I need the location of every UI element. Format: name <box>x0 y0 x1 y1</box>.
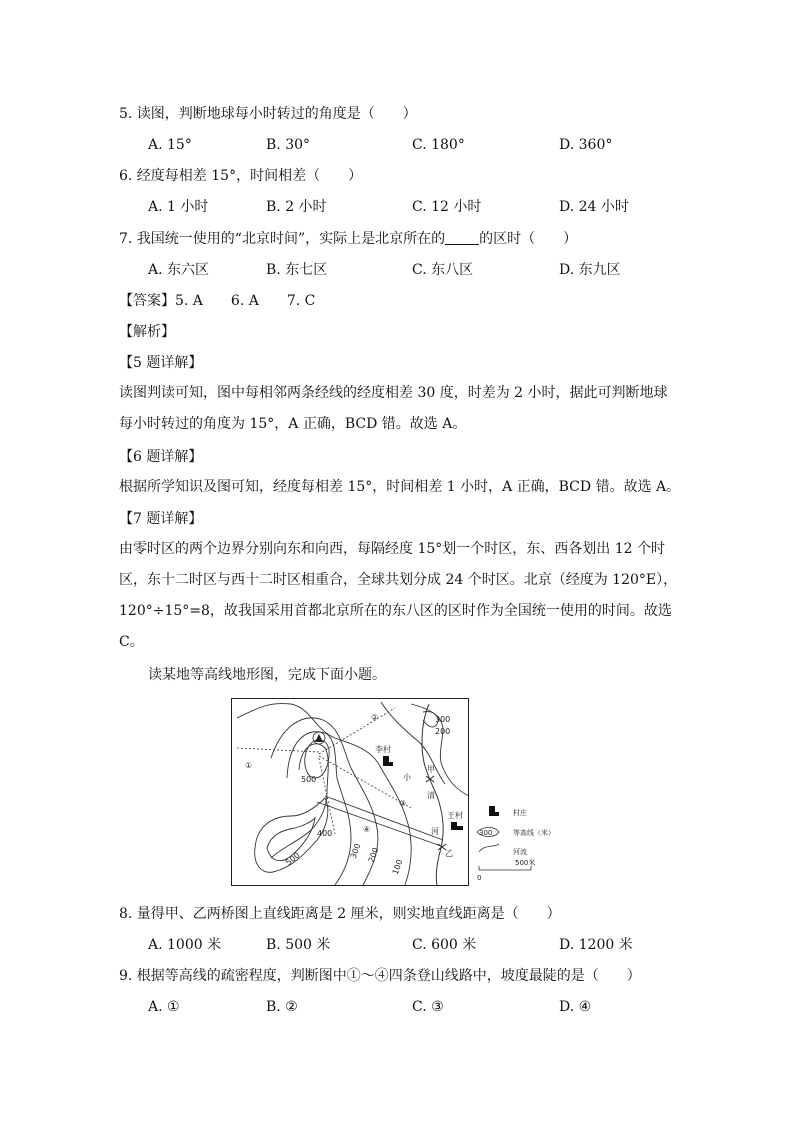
q5-option-a: A. 15° <box>148 137 192 153</box>
question-7-stem <box>119 229 577 249</box>
detail-6-title: 【6 题详解】 <box>119 449 203 465</box>
scale-end-label: 500米 <box>515 859 536 867</box>
q8-option-b: B. 500 米 <box>266 937 331 953</box>
question-8-options <box>148 935 668 955</box>
q9-option-a: A. ① <box>148 999 180 1015</box>
question-5-options <box>148 135 668 155</box>
q7-option-b: B. 东七区 <box>266 262 328 278</box>
question-6-options <box>148 197 668 217</box>
contour-line <box>271 744 328 858</box>
answer-label: 【答案】 <box>119 293 175 309</box>
question-5-stem: 5. 读图，判断地球每小时转过的角度是（ ） <box>119 106 417 122</box>
question-7-options <box>148 260 668 280</box>
route-3 <box>319 756 411 808</box>
route-label-3: ③ <box>399 799 407 808</box>
legend-contour-sample: 300 <box>479 829 493 837</box>
q7-option-d: D. 东九区 <box>559 262 621 278</box>
q8-option-a: A. 1000 米 <box>148 937 222 953</box>
contour-line <box>237 704 411 885</box>
question-9-stem: 9. 根据等高线的疏密程度，判断图中①～④四条登山线路中，坡度最陡的是（ ） <box>119 968 641 984</box>
river-label: 清 <box>427 791 435 800</box>
q8-option-c: C. 600 米 <box>412 937 477 953</box>
contour-label: 400 <box>317 829 333 838</box>
q7-stem-after: 的区时（ ） <box>479 231 578 247</box>
scale-start-label: 0 <box>477 874 482 882</box>
li-village-icon <box>383 756 393 766</box>
q7-stem-before: 7. 我国统一使用的“北京时间”，实际上是北京所在的 <box>119 231 446 247</box>
q5-option-d: D. 360° <box>559 137 613 153</box>
contour-label: 200 <box>366 846 381 864</box>
q8-option-d: D. 1200 米 <box>559 937 633 953</box>
route-label-1: ① <box>245 761 253 770</box>
q5-option-b: B. 30° <box>266 137 311 153</box>
contour-label: 300 <box>435 715 451 724</box>
detail-7-text: 由零时区的两个边界分别向东和向西，每隔经度 15°划一个时区，东、西各划出 12 个时区，东十二时区与西十二时区相重合，全球共划分成 24 个时区。北京（经度为 120°E），120°÷15°=8，故我国采用首都北京所在的东八区的区时作为全国统一使用的时间。故选 C。 <box>119 541 678 650</box>
analysis-label: 【解析】 <box>119 324 175 340</box>
q5-option-c: C. 180° <box>412 137 465 153</box>
road-line <box>317 802 441 846</box>
question-9-options <box>148 997 668 1017</box>
route-label-2: ② <box>371 713 379 722</box>
contour-label: 300 <box>348 842 363 860</box>
contour-label: 500 <box>301 775 317 784</box>
q9-option-c: C. ③ <box>412 999 444 1015</box>
q6-option-c: C. 12 小时 <box>412 199 482 215</box>
detail-5-text: 读图判读可知，图中每相邻两条经线的经度相差 30 度，时差为 2 小时，据此可判断地球每小时转过的角度为 15°，A 正确，BCD 错。故选 A。 <box>119 385 668 432</box>
q7-option-c: C. 东八区 <box>412 262 474 278</box>
q7-option-a: A. 东六区 <box>148 262 210 278</box>
contour-line <box>287 732 351 885</box>
legend-village-icon <box>489 806 499 816</box>
contour-label: 500 <box>284 850 302 868</box>
river-label: 河 <box>431 827 439 836</box>
legend-village-label: 村庄 <box>513 809 527 817</box>
contour-label: 200 <box>435 727 451 736</box>
answer-line <box>119 291 315 311</box>
detail-5-title: 【5 题详解】 <box>119 355 203 371</box>
q9-option-d: D. ④ <box>559 999 592 1015</box>
q6-option-a: A. 1 小时 <box>148 199 209 215</box>
road-line <box>325 796 443 840</box>
river-label: 小 <box>403 773 411 782</box>
question-8-stem: 8. 量得甲、乙两桥图上直线距离是 2 厘米，则实地直线距离是（ ） <box>119 906 561 922</box>
contour-map-figure <box>231 698 563 888</box>
question-6-stem: 6. 经度每相差 15°，时间相差（ ） <box>119 168 363 184</box>
detail-6-text: 根据所学知识及图可知，经度每相差 15°，时间相差 1 小时，A 正确，BCD 错。故选 A。 <box>119 479 681 495</box>
bridge-jia-label: 甲 <box>427 765 435 774</box>
summit-contour <box>305 740 329 778</box>
li-village-label: 李村 <box>375 745 391 754</box>
wang-village-icon <box>451 822 463 830</box>
bridge-yi-label: 乙 <box>445 849 453 858</box>
q6-option-b: B. 2 小时 <box>266 199 327 215</box>
answer-text: 5. A 6. A 7. C <box>175 293 316 309</box>
map-intro: 读某地等高线地形图，完成下面小题。 <box>148 667 386 683</box>
q9-option-b: B. ② <box>266 999 298 1015</box>
answer-blank <box>445 230 479 245</box>
summit-icon <box>315 734 323 742</box>
detail-7-title: 【7 题详解】 <box>119 511 203 527</box>
legend-contour-label: 等高线（米） <box>513 829 555 837</box>
wang-village-label: 王村 <box>447 811 463 820</box>
route-label-4: ④ <box>363 825 371 834</box>
q6-option-d: D. 24 小时 <box>559 199 629 215</box>
legend-river-label: 河流 <box>513 848 527 856</box>
contour-label: 100 <box>390 858 405 876</box>
legend-river-icon <box>479 844 499 852</box>
